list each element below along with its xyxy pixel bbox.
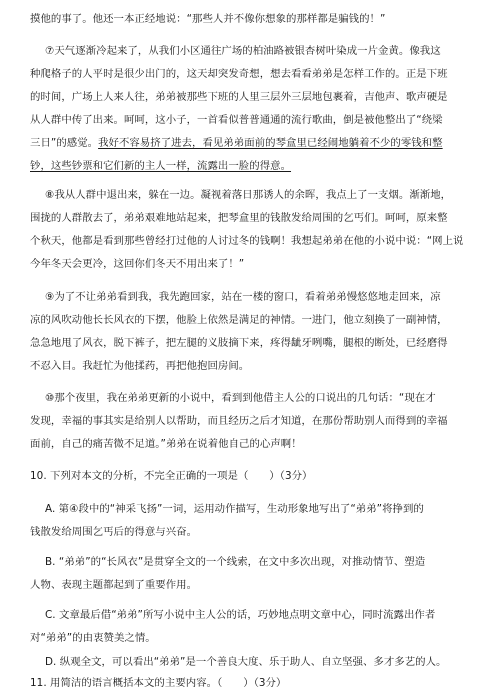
paragraph-8-line-4: 今年冬天会更冷，这回你们冬天不用出来了！”	[30, 258, 245, 270]
option-d: D. 纵观全文，可以看出“弟弟”是一个善良大度、乐于助人、自立坚强、多才多艺的人。	[45, 656, 447, 668]
paragraph-8-line-3: 个秋天，他都是看到那些曾经打过他的人讨过冬的钱啊！我想起弟弟在他的小说中说：“网上说	[30, 235, 464, 247]
paragraph-7-line-1: ⑦天气逐渐冷起来了，从我们小区通往广场的柏油路被银杏树叶染成一片金黄。像我这	[45, 45, 441, 57]
question-11-stem: 11. 用简洁的语言概括本文的主要内容。（ ）（3分）	[30, 677, 287, 689]
paragraph-7-line-4: 从人群中传了出来。呵呵，这小子，一首看似普普通通的流行歌曲，倒是被他整出了“绕梁	[30, 114, 443, 126]
paragraph-7-line-5	[30, 136, 465, 150]
option-a-line-1: A. 第④段中的“神采飞扬”一词，运用动作描写，生动形象地写出了“弟弟”将挣到的	[45, 503, 424, 515]
paragraph-7-line-3: 的时间，广场上人来人往，弟弟被那些下班的人里三层外三层地包裹着，吉他声、歌声硬是	[30, 91, 448, 103]
option-a-line-2: 钱散发给周围乞丐后的得意与兴奋。	[30, 526, 198, 538]
paragraph-7-line-6: 钞，这些钞票和它们新的主人一样，流露出一脸的得意。	[30, 160, 292, 172]
paragraph-9-line-2: 凉的风吹动他长长风衣的下摆，他脸上依然是满足的神情。一进门，他立刻换了一副神情，	[30, 314, 448, 326]
paragraph-6-end: 摸他的事了。他还一本正经地说：“那些人并不像你想象的那样都是骗钱的！”	[30, 13, 386, 25]
paragraph-9-line-3: 急急地甩了风衣，脱下裤子，把左腿的义肢摘下来，疼得龇牙咧嘴，腿根的断处，已经磨得	[30, 337, 448, 349]
option-c-line-1: C. 文章最后借“弟弟”所写小说中主人公的话，巧妙地点明文章中心，同时流露出作者	[45, 609, 436, 621]
option-c-line-2: 对“弟弟”的由衷赞美之情。	[30, 632, 156, 644]
option-b-line-1: B. “弟弟”的“长风衣”是贯穿全文的一个线索，在文中多次出现，对推动情节、塑造	[45, 556, 426, 568]
question-10-stem: 10. 下列对本文的分析，不完全正确的一项是（ ）（3分）	[30, 470, 313, 482]
paragraph-7-line-5-plain: 三日”的感觉。	[30, 137, 99, 149]
paragraph-10-line-2: 发现，幸福的事其实是给别人以帮助，而且经历之后才知道，在那份帮助别人而得到的幸福	[30, 415, 448, 427]
paragraph-10-line-3: 面前，自己的痛苦微不足道。”弟弟在说着他自己的心声啊！	[30, 438, 302, 450]
option-b-line-2: 人物、表现主题都起到了重要作用。	[30, 579, 198, 591]
paragraph-7-line-2: 种爬格子的人平时是很少出门的，这天却突发奇想，想去看看弟弟是怎样工作的。正是下班	[30, 68, 448, 80]
paragraph-10-line-1: ⑩那个夜里，我在弟弟更新的小说中，看到到他借主人公的口说出的几句话：“现在才	[45, 392, 436, 404]
paragraph-8-line-1: ⑧我从人群中退出来，躲在一边。凝视着落日那诱人的余晖，我点上了一支烟。渐渐地，	[45, 189, 452, 201]
paragraph-9-line-1: ⑨为了不让弟弟看到我，我先跑回家，站在一楼的窗口，看着弟弟慢悠悠地走回来，凉	[45, 291, 441, 303]
paragraph-9-line-4: 不忍入目。我赶忙为他揉药，再把他抱回房间。	[30, 360, 250, 372]
underlined-sentence: 我好不容易挤了进去，看见弟弟面前的琴盒里已经闹地躺着不少的零钱和整	[98, 137, 443, 149]
paragraph-8-line-2: 围拢的人群散去了，弟弟艰难地站起来，把琴盒里的钱散发给周围的乞丐们。呵呵，原来整	[30, 212, 448, 224]
